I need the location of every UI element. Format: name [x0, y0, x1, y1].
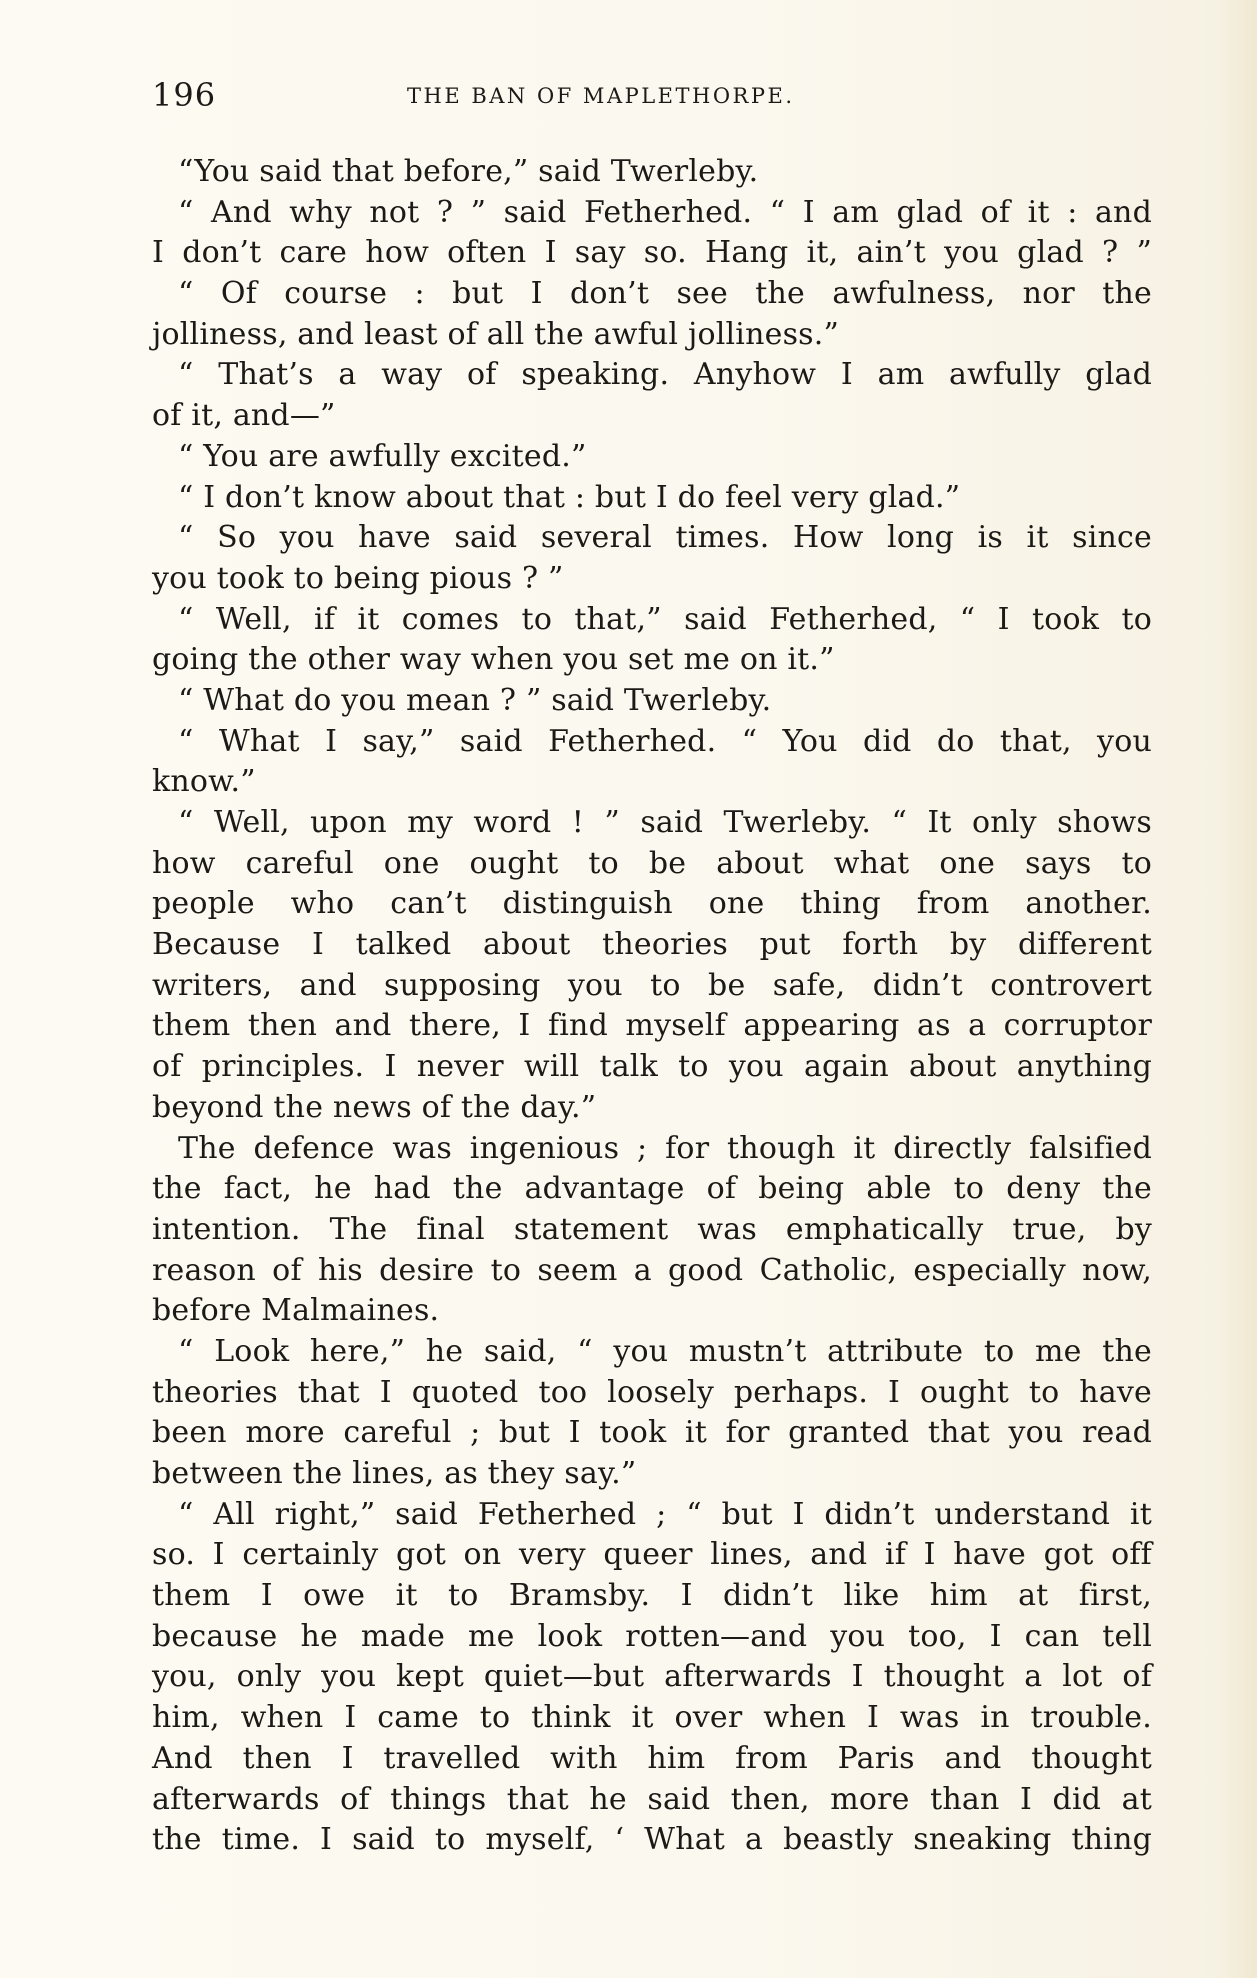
text-line: before Malmaines.	[152, 1293, 440, 1329]
text-line: been more careful ; but I took it for granted that you read	[152, 1415, 1152, 1451]
text-line: of principles. I never will talk to you again about anything	[152, 1049, 1152, 1085]
text-line: “ I don’t know about that : but I do feel very glad.”	[178, 479, 961, 515]
text-line: reason of his desire to seem a good Catholic, especially now,	[152, 1252, 1152, 1288]
text-line: intention. The final statement was emphatically true, by	[152, 1211, 1152, 1247]
text-line: “ Well, upon my word ! ” said Twerleby. “ It only shows	[178, 805, 1152, 840]
text-line: them I owe it to Bramsby. I didn’t like him at first,	[152, 1578, 1152, 1614]
text-line: so. I certainly got on very queer lines, and if I have got off	[152, 1537, 1152, 1573]
text-line: him, when I came to think it over when I was in trouble.	[152, 1700, 1152, 1736]
text-line: people who can’t distinguish one thing from another.	[152, 886, 1152, 922]
text-line: going the other way when you set me on it.”	[152, 642, 835, 678]
text-line: “You said that before,” said Twerleby.	[178, 154, 759, 189]
text-line: “ That’s a way of speaking. Anyhow I am awfully glad	[178, 357, 1152, 393]
text-line: between the lines, as they say.”	[152, 1456, 637, 1491]
text-line: how careful one ought to be about what one says to	[152, 845, 1152, 881]
text-line: you, only you kept quiet—but afterwards I thought a lot of	[152, 1659, 1152, 1695]
text-line: And then I travelled with him from Paris and thought	[152, 1740, 1152, 1776]
text-line: “ All right,” said Fetherhed ; “ but I didn’t understand it	[178, 1496, 1152, 1532]
text-line: “ You are awfully excited.”	[178, 438, 587, 474]
text-line: of it, and—”	[152, 398, 336, 434]
text-line: afterwards of things that he said then, more than I did at	[152, 1781, 1152, 1817]
text-line: beyond the news of the day.”	[152, 1089, 597, 1125]
text-line: “ Of course : but I don’t see the awfulness, nor the	[178, 276, 1152, 312]
text-line: “ And why not ? ” said Fetherhed. “ I am glad of it : and	[178, 194, 1152, 230]
text-line: jolliness, and least of all the awful jolliness.”	[152, 316, 840, 352]
text-line: “ So you have said several times. How long is it since	[178, 520, 1152, 556]
running-title: THE BAN OF MAPLETHORPE.	[407, 84, 795, 108]
text-line: “ Well, if it comes to that,” said Fetherhed, “ I took to	[178, 601, 1152, 637]
text-line: I don’t care how often I say so. Hang it, ain’t you glad ? ”	[152, 235, 1152, 271]
text-line: theories that I quoted too loosely perhaps. I ought to have	[152, 1374, 1152, 1410]
text-line: Because I talked about theories put forth by different	[152, 927, 1152, 963]
text-line: “ What I say,” said Fetherhed. “ You did do that, you	[178, 723, 1152, 759]
text-line: the fact, he had the advantage of being able to deny the	[152, 1171, 1152, 1207]
text-line: “ Look here,” he said, “ you mustn’t attribute to me the	[178, 1333, 1152, 1369]
body-text	[152, 152, 1152, 1861]
text-line: writers, and supposing you to be safe, didn’t controvert	[152, 967, 1152, 1003]
text-line: “ What do you mean ? ” said Twerleby.	[178, 682, 772, 718]
text-line: the time. I said to myself, ‘ What a beastly sneaking thing	[152, 1822, 1152, 1858]
text-line: because he made me look rotten—and you too, I can tell	[152, 1618, 1152, 1654]
page-edge-shading	[1217, 0, 1257, 1978]
page-header	[152, 76, 1152, 126]
text-line: The defence was ingenious ; for though it directly falsified	[178, 1130, 1152, 1166]
text-line: you took to being pious ? ”	[152, 560, 564, 596]
page-number: 196	[152, 76, 217, 114]
text-line: know.”	[152, 764, 256, 800]
text-line: them then and there, I find myself appearing as a corruptor	[152, 1008, 1152, 1044]
